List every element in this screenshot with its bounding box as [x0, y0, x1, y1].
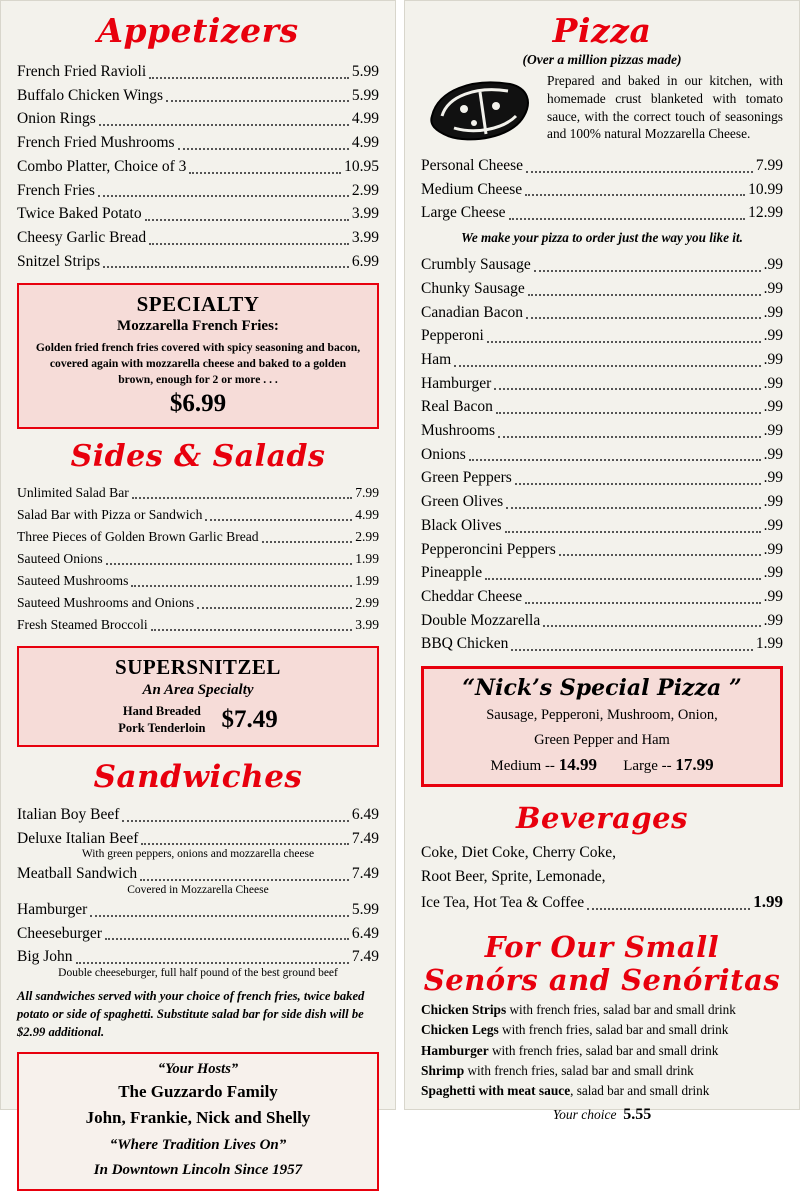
specialty-price: $6.99 — [169, 390, 227, 418]
nicks-special-line1: Sausage, Pepperoni, Mushroom, Onion, — [486, 707, 718, 724]
leader-dots — [166, 100, 349, 102]
list-item — [17, 107, 379, 131]
list-item — [421, 1041, 783, 1061]
item-name: Shrimp — [421, 1062, 465, 1078]
item-name: Unlimited Salad Bar — [17, 485, 129, 501]
list-item — [421, 372, 783, 396]
list-item — [421, 395, 783, 419]
leader-dots — [559, 554, 761, 556]
kids-title-line-1: For Our Small — [484, 930, 720, 965]
list-item — [17, 84, 379, 108]
nicks-medium-price: 14.99 — [558, 755, 597, 775]
list-item — [17, 945, 379, 979]
pizza-description: Prepared and baked in our kitchen, with homemade crust blanketed with tomato sauce, with the correct touch of seasonings and 100% natural Mozzarella Cheese. — [547, 73, 783, 142]
leader-dots — [526, 171, 753, 173]
item-price: .99 — [763, 374, 783, 392]
item-price: 7.49 — [351, 829, 379, 847]
beverages-line-3: Ice Tea, Hot Tea & Coffee — [421, 894, 585, 912]
leader-dots — [494, 388, 760, 390]
list-item — [17, 226, 379, 250]
item-name: Spaghetti with meat sauce — [421, 1083, 571, 1099]
list-item — [421, 178, 783, 202]
item-name: Large Cheese — [421, 204, 506, 222]
item-price: .99 — [763, 445, 783, 463]
item-name: Cheesy Garlic Bread — [17, 228, 147, 246]
appetizers-heading: Appetizers — [97, 11, 299, 50]
list-item — [421, 1000, 783, 1020]
item-name: Twice Baked Potato — [17, 205, 142, 223]
item-name: Hamburger — [421, 1042, 489, 1058]
item-price: 6.49 — [351, 805, 379, 823]
nicks-large-price: 17.99 — [675, 755, 714, 775]
item-price: .99 — [763, 303, 783, 321]
list-item — [17, 570, 379, 592]
item-price: 2.99 — [355, 595, 379, 611]
list-item — [421, 1020, 783, 1040]
pizza-subtitle: (Over a million pizzas made) — [522, 52, 682, 67]
item-price: 10.95 — [344, 157, 379, 175]
item-name: French Fried Mushrooms — [17, 134, 175, 152]
list-item — [17, 898, 379, 922]
item-price: .99 — [763, 587, 783, 605]
list-item — [421, 277, 783, 301]
item-name: Chicken Strips — [421, 1001, 507, 1017]
leader-dots — [132, 497, 352, 499]
list-item — [421, 514, 783, 538]
list-item — [17, 60, 379, 84]
list-item — [421, 585, 783, 609]
item-price: .99 — [763, 422, 783, 440]
item-price: .99 — [763, 327, 783, 345]
item-price: 7.99 — [355, 485, 379, 501]
item-name: Black Olives — [421, 516, 502, 534]
item-price: .99 — [763, 516, 783, 534]
leader-dots — [141, 843, 349, 845]
item-name: Pepperoni — [421, 327, 484, 345]
leader-dots — [534, 270, 761, 272]
leader-dots — [526, 317, 761, 319]
sandwiches-footnote: All sandwiches served with your choice of french fries, twice baked potato or side of spaghetti. Substitute salad bar for side dish will be $2.99 additional. — [17, 989, 365, 1039]
list-item — [421, 1061, 783, 1081]
list-item — [421, 443, 783, 467]
leader-dots — [498, 436, 761, 438]
item-price: 4.99 — [351, 134, 379, 152]
item-price: .99 — [763, 564, 783, 582]
list-item — [421, 609, 783, 633]
item-name: Ham — [421, 350, 452, 368]
pizza-slice-icon — [421, 72, 539, 148]
list-item — [17, 155, 379, 179]
leader-dots — [103, 266, 349, 268]
list-item — [17, 250, 379, 274]
leader-dots — [90, 915, 349, 917]
list-item — [421, 561, 783, 585]
item-note: With green peppers, onions and mozzarella cheese — [81, 848, 315, 861]
leader-dots — [525, 194, 745, 196]
item-price: 1.99 — [755, 635, 783, 653]
list-item — [421, 490, 783, 514]
leader-dots — [98, 195, 349, 197]
list-item — [17, 862, 379, 896]
leader-dots — [197, 607, 352, 609]
list-item — [17, 827, 379, 861]
nicks-special-line2: Green Pepper and Ham — [534, 732, 670, 749]
list-item — [17, 504, 379, 526]
leader-dots — [509, 218, 746, 220]
leader-dots — [262, 541, 353, 543]
item-name: Three Pieces of Golden Brown Garlic Bread — [17, 529, 259, 545]
supersnitzel-box — [17, 646, 379, 747]
leader-dots — [485, 578, 761, 580]
item-desc: , salad bar and small drink — [570, 1083, 710, 1099]
beverages-line-1: Coke, Diet Coke, Cherry Coke, — [421, 844, 617, 862]
item-price: 4.99 — [355, 507, 379, 523]
leader-dots — [506, 507, 760, 509]
sides-list — [17, 482, 379, 636]
leader-dots — [205, 519, 352, 521]
item-name: Sauteed Mushrooms and Onions — [17, 595, 195, 611]
leader-dots — [469, 459, 761, 461]
list-item — [421, 324, 783, 348]
item-price: 5.99 — [351, 63, 379, 80]
sandwiches-heading: Sandwiches — [93, 758, 303, 795]
supersnitzel-price: $7.49 — [221, 705, 278, 733]
item-note: Double cheeseburger, full half pound of the best ground beef — [58, 967, 338, 980]
item-price: 6.99 — [351, 252, 379, 270]
item-price: 3.99 — [351, 228, 379, 246]
pizza-sizes-list — [421, 154, 783, 225]
beverages-line-2: Root Beer, Sprite, Lemonade, — [421, 868, 606, 886]
leader-dots — [505, 531, 761, 533]
item-name: Double Mozzarella — [421, 611, 541, 629]
item-desc: with french fries, salad bar and small drink — [509, 1001, 736, 1017]
beverages-price: 1.99 — [753, 892, 783, 912]
leader-dots — [149, 243, 349, 245]
leader-dots — [496, 412, 761, 414]
item-price: 5.99 — [351, 86, 379, 104]
list-item — [421, 201, 783, 225]
item-name: Green Olives — [421, 493, 504, 511]
list-item — [421, 1081, 783, 1101]
leader-dots — [106, 563, 352, 565]
kids-title-line-2: Senórs and Senóritas — [423, 963, 781, 998]
appetizers-list — [17, 60, 379, 273]
item-name: Mushrooms — [421, 422, 496, 440]
item-name: Chunky Sausage — [421, 279, 525, 297]
pizza-toppings-list — [421, 253, 783, 656]
item-name: Combo Platter, Choice of 3 — [17, 157, 187, 175]
item-name: Deluxe Italian Beef — [17, 829, 139, 847]
item-name: Snitzel Strips — [17, 252, 101, 270]
hosts-box — [17, 1052, 379, 1191]
item-name: Meatball Sandwich — [17, 865, 138, 883]
pizza-heading: Pizza — [552, 11, 652, 50]
item-name: Cheeseburger — [17, 924, 102, 942]
list-item — [17, 526, 379, 548]
item-price: 2.99 — [351, 181, 379, 199]
leader-dots — [178, 148, 349, 150]
item-price: .99 — [763, 398, 783, 416]
leader-dots — [515, 483, 761, 485]
nicks-special-box — [421, 666, 783, 787]
nicks-large-label: Large -- — [623, 758, 672, 775]
item-name: Hamburger — [17, 900, 88, 918]
list-item — [17, 179, 379, 203]
leader-dots — [105, 938, 349, 940]
list-item — [17, 482, 379, 504]
list-item — [17, 548, 379, 570]
item-note: Covered in Mozzarella Cheese — [127, 883, 269, 896]
item-name: Canadian Bacon — [421, 303, 524, 321]
list-item — [421, 253, 783, 277]
item-price: 7.99 — [755, 157, 783, 174]
list-item — [17, 202, 379, 226]
item-price: 12.99 — [748, 204, 783, 222]
leader-dots — [189, 172, 341, 174]
supersnitzel-detail-1: Hand Breaded — [122, 704, 201, 719]
item-price: 10.99 — [748, 180, 783, 198]
item-name: Italian Boy Beef — [17, 805, 120, 823]
supersnitzel-detail-2: Pork Tenderloin — [118, 720, 206, 735]
item-price: 6.49 — [351, 924, 379, 942]
leader-dots — [140, 879, 349, 881]
item-name: Personal Cheese — [421, 157, 524, 174]
item-price: 7.49 — [351, 948, 379, 966]
leader-dots — [487, 341, 761, 343]
leader-dots — [454, 365, 760, 367]
list-item — [421, 538, 783, 562]
item-name: Cheddar Cheese — [421, 587, 523, 605]
hosts-names: John, Frankie, Nick and Shelly — [85, 1107, 311, 1127]
leader-dots — [99, 124, 349, 126]
beverages-block — [421, 841, 783, 915]
beverages-price-row — [421, 889, 783, 915]
leader-dots — [122, 820, 348, 822]
list-item — [17, 803, 379, 827]
item-price: .99 — [763, 493, 783, 511]
item-price: .99 — [763, 540, 783, 558]
item-price: .99 — [763, 256, 783, 274]
item-price: 7.49 — [351, 865, 379, 883]
list-item — [421, 632, 783, 656]
item-name: BBQ Chicken — [421, 635, 509, 653]
sandwiches-list — [17, 803, 379, 979]
item-name: Pineapple — [421, 564, 483, 582]
item-price: .99 — [763, 611, 783, 629]
item-name: Buffalo Chicken Wings — [17, 86, 164, 104]
beverages-heading: Beverages — [516, 801, 688, 836]
item-name: Onion Rings — [17, 110, 96, 128]
item-name: Fresh Steamed Broccoli — [17, 617, 148, 633]
list-item — [17, 592, 379, 614]
kids-choice-price: 5.55 — [623, 1105, 652, 1123]
kids-heading — [421, 931, 783, 998]
item-name: Salad Bar with Pizza or Sandwich — [17, 507, 203, 523]
leader-dots — [525, 602, 760, 604]
list-item — [17, 131, 379, 155]
item-price: 5.99 — [351, 900, 379, 918]
item-price: 1.99 — [355, 573, 379, 589]
kids-list — [421, 1000, 783, 1102]
list-item — [421, 301, 783, 325]
item-name: Crumbly Sausage — [421, 256, 531, 274]
item-desc: with french fries, salad bar and small drink — [467, 1062, 694, 1078]
item-price: 2.99 — [355, 529, 379, 545]
item-price: .99 — [763, 279, 783, 297]
leader-dots — [149, 77, 349, 79]
leader-dots — [587, 908, 750, 910]
nicks-medium-label: Medium -- — [490, 758, 555, 775]
specialty-heading: SPECIALTY — [136, 292, 260, 317]
left-column — [0, 0, 396, 1178]
item-name: Big John — [17, 948, 73, 966]
list-item — [421, 348, 783, 372]
list-item — [421, 466, 783, 490]
item-name: Real Bacon — [421, 398, 493, 416]
hosts-quote: “Your Hosts” — [157, 1060, 239, 1077]
item-price: .99 — [763, 469, 783, 487]
item-name: Chicken Legs — [421, 1022, 499, 1038]
specialty-box — [17, 283, 379, 429]
hosts-family: The Guzzardo Family — [118, 1081, 278, 1101]
kids-choice-label: Your choice — [552, 1106, 617, 1122]
supersnitzel-heading: SUPERSNITZEL — [115, 655, 281, 680]
leader-dots — [145, 219, 349, 221]
item-desc: with french fries, salad bar and small drink — [502, 1022, 729, 1038]
leader-dots — [543, 625, 760, 627]
sides-heading: Sides & Salads — [70, 439, 326, 475]
item-name: Pepperoncini Peppers — [421, 540, 556, 558]
leader-dots — [76, 962, 349, 964]
item-name: Sauteed Mushrooms — [17, 573, 129, 589]
hosts-since: In Downtown Lincoln Since 1957 — [93, 1161, 303, 1178]
list-item — [421, 419, 783, 443]
item-name: Medium Cheese — [421, 180, 523, 198]
supersnitzel-subheading: An Area Specialty — [142, 682, 254, 699]
specialty-description: Golden fried french fries covered with spicy seasoning and bacon, covered again with mozzarella cheese and baked to a golden brown, enough for 2 or more . . . — [35, 341, 361, 386]
kids-choice-row — [421, 1106, 783, 1124]
pizza-order-note: We make your pizza to order just the way you like it. — [461, 230, 743, 246]
item-desc: with french fries, salad bar and small drink — [491, 1042, 719, 1058]
leader-dots — [528, 294, 761, 296]
item-name: French Fried Ravioli — [17, 63, 147, 80]
item-name: Onions — [421, 445, 466, 463]
item-price: 3.99 — [351, 205, 379, 223]
item-name: Green Peppers — [421, 469, 512, 487]
item-price: 3.99 — [355, 617, 379, 633]
item-name: Sauteed Onions — [17, 551, 103, 567]
nicks-special-title: “Nick’s Special Pizza ” — [462, 675, 742, 702]
item-name: Hamburger — [421, 374, 492, 392]
right-column — [404, 0, 800, 1123]
item-price: 1.99 — [355, 551, 379, 567]
list-item — [17, 614, 379, 636]
item-price: .99 — [763, 350, 783, 368]
leader-dots — [511, 649, 752, 651]
item-name: French Fries — [17, 181, 95, 199]
leader-dots — [151, 629, 353, 631]
list-item — [17, 922, 379, 946]
hosts-tagline: “Where Tradition Lives On” — [109, 1136, 287, 1153]
specialty-subheading: Mozzarella French Fries: — [117, 318, 279, 335]
item-price: 4.99 — [351, 110, 379, 128]
list-item — [421, 154, 783, 178]
leader-dots — [131, 585, 352, 587]
